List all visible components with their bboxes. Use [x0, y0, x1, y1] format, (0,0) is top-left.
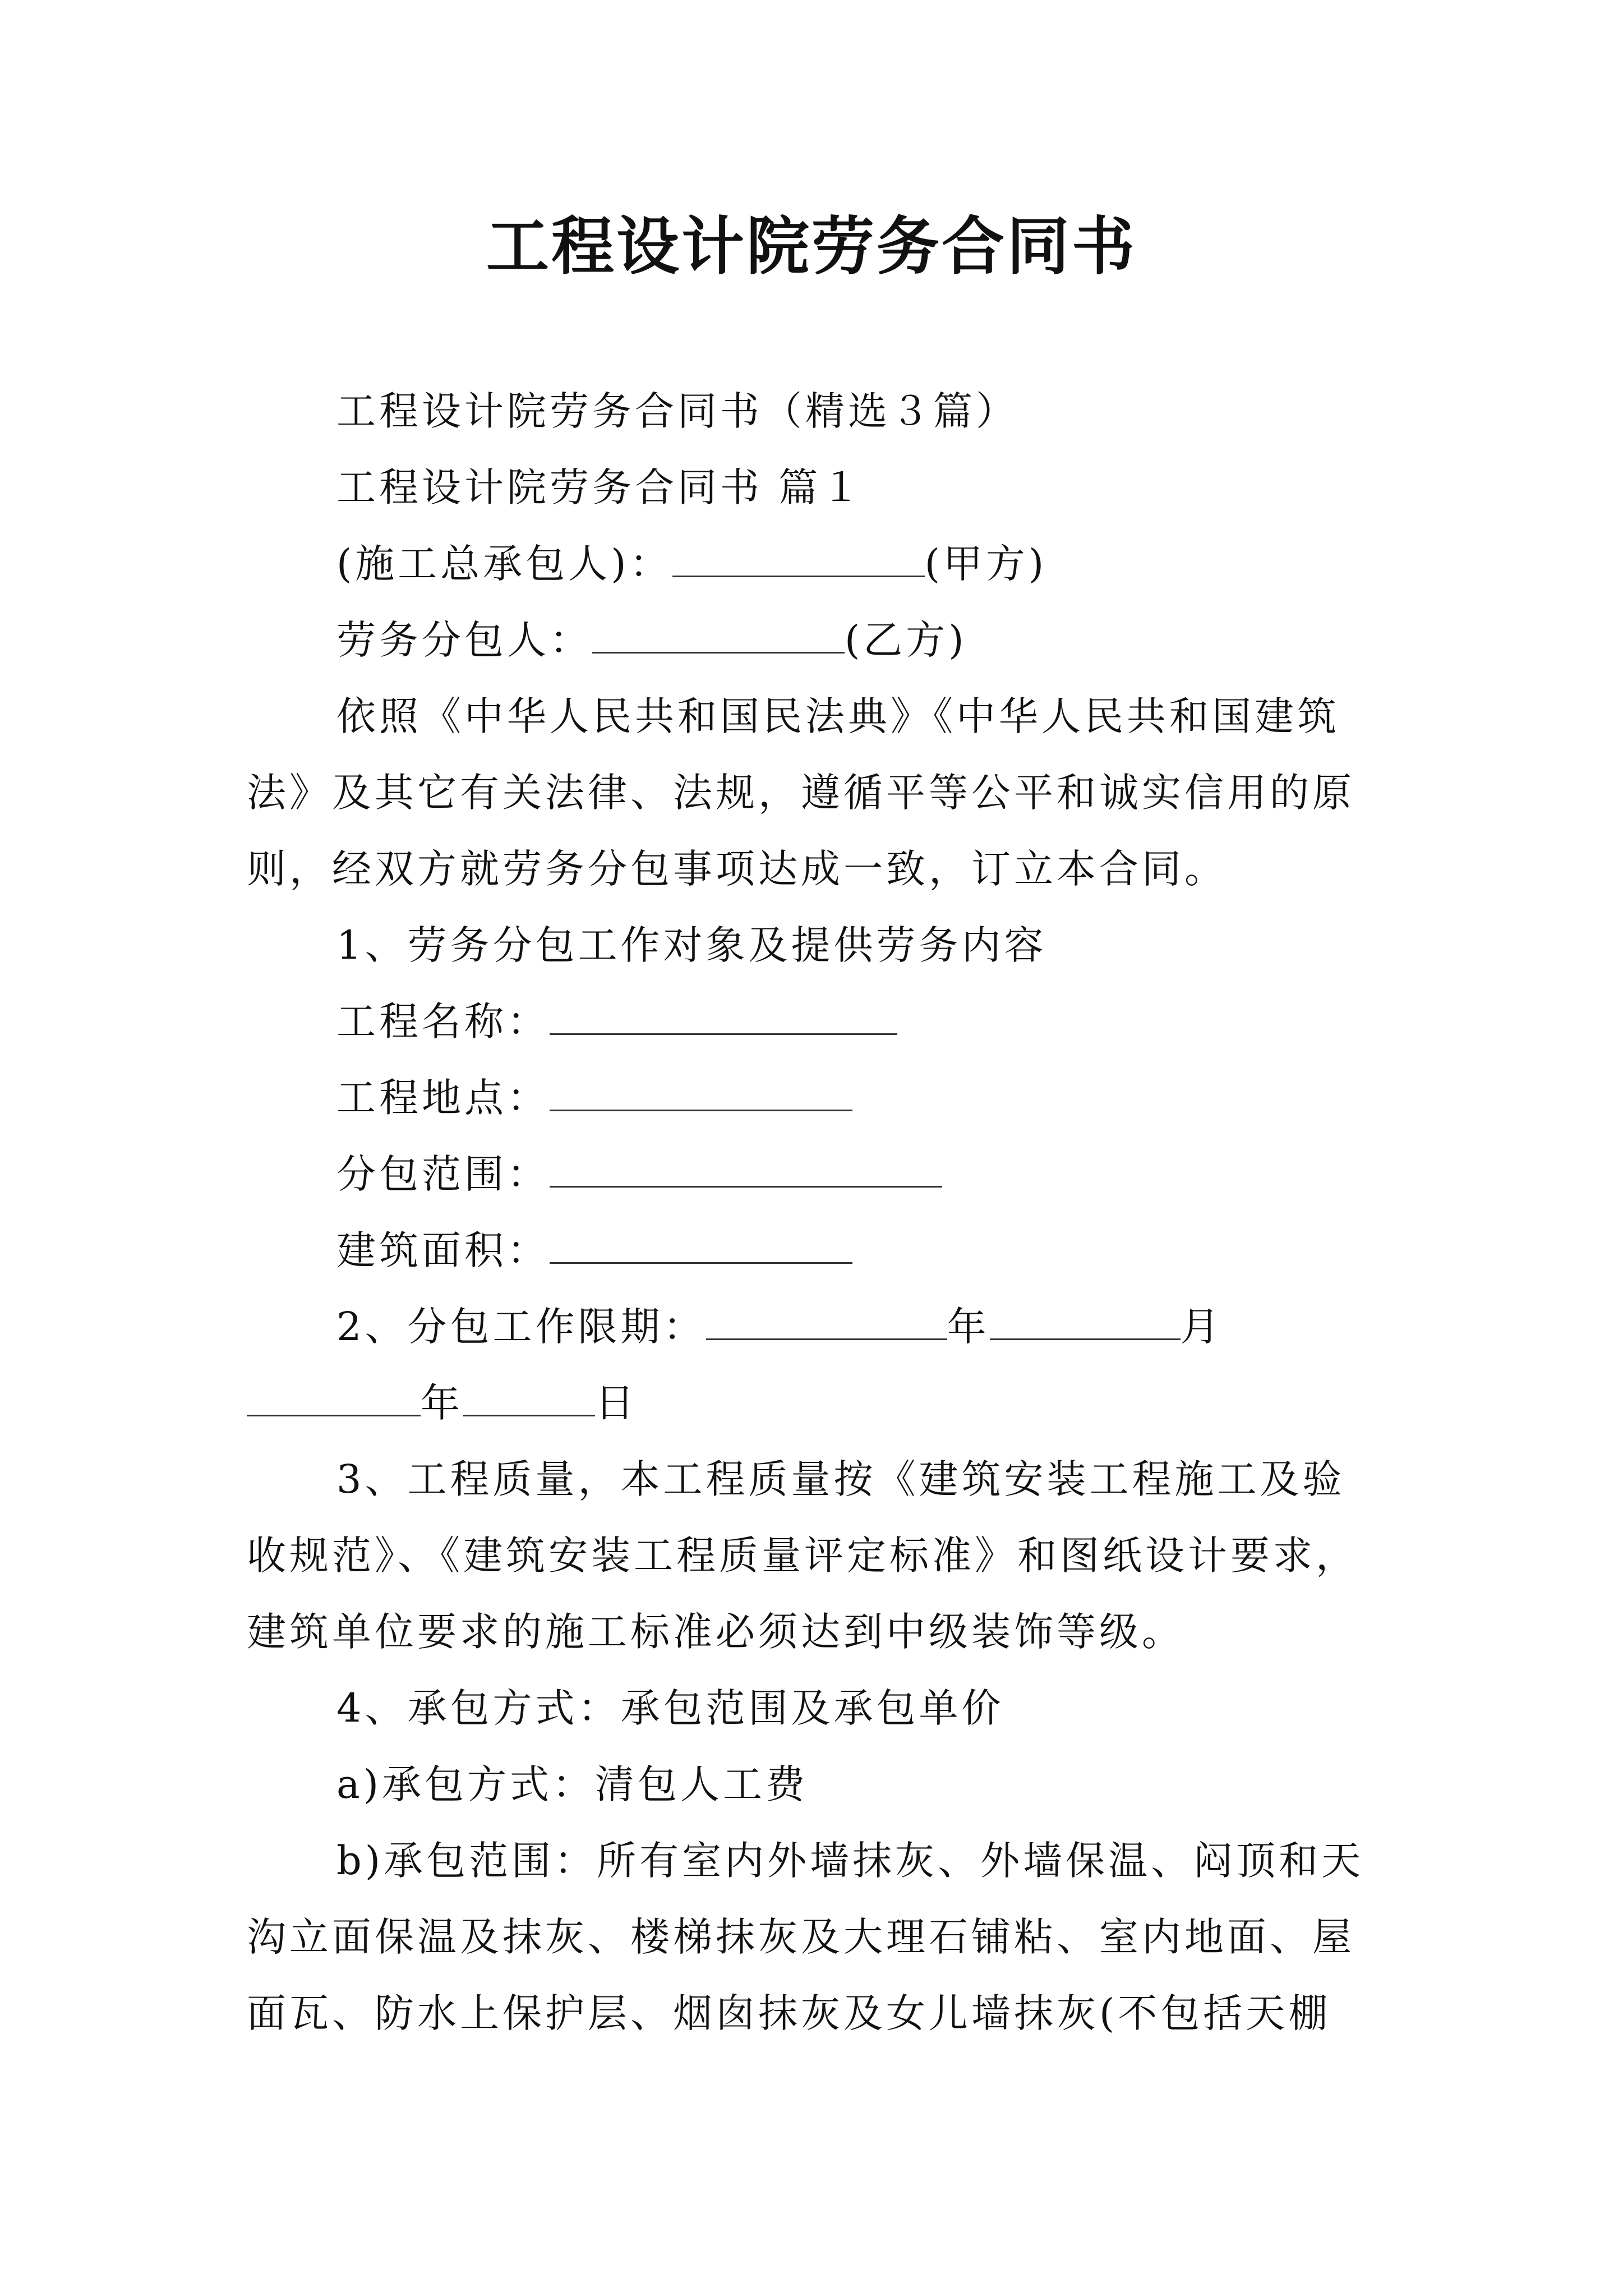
clause-4a: a)承包方式：清包人工费: [336, 1761, 809, 1807]
party-a-label: (施工总承包人)：: [336, 541, 672, 587]
party-b-suffix: (乙方): [845, 617, 967, 663]
building-area-label: 建筑面积：: [336, 1227, 550, 1273]
party-a-suffix: (甲方): [924, 541, 1048, 587]
party-a-blank: [672, 540, 925, 577]
project-location-line: [247, 1060, 1374, 1136]
section-heading: 工程设计院劳务合同书 篇１: [336, 464, 864, 510]
start-month-blank: [990, 1303, 1181, 1340]
party-b-label: 劳务分包人：: [336, 617, 592, 663]
subcontract-scope-blank: [550, 1150, 942, 1188]
project-location-label: 工程地点：: [336, 1075, 550, 1121]
clause-2: [247, 1289, 1374, 1441]
document-body: [247, 373, 1374, 2051]
start-day-blank: [247, 1379, 421, 1416]
project-name-label: 工程名称：: [336, 999, 550, 1045]
intro-paragraph: 依照《中华人民共和国民法典》《中华人民共和国建筑法》及其它有关法律、法规，遵循平等公平和诚实信用的原则，经双方就劳务分包事项达成一致，订立本合同。: [247, 693, 1355, 892]
clause-3: 3、工程质量，本工程质量按《建筑安装工程施工及验收规范》、《建筑安装工程质量评定标准》和图纸设计要求，建筑单位要求的施工标准必须达到中级装饰等级。: [247, 1456, 1358, 1655]
subcontract-scope-label: 分包范围：: [336, 1151, 550, 1197]
document-title: 工程设计院劳务合同书: [486, 210, 1137, 283]
start-month-label: 月: [1180, 1304, 1223, 1350]
end-year-label: 年: [421, 1380, 463, 1426]
project-location-blank: [550, 1074, 852, 1111]
start-year-label: 年: [947, 1304, 990, 1350]
clause-4b: b)承包范围：所有室内外墙抹灰、外墙保温、闷顶和天沟立面保温及抹灰、楼梯抹灰及大理石铺粘、室内地面、屋面瓦、防水上保护层、烟囱抹灰及女儿墙抹灰(不包括天棚: [247, 1838, 1364, 2036]
party-b-blank: [592, 616, 845, 654]
end-date-blank: [463, 1379, 595, 1416]
building-area-line: [247, 1212, 1374, 1289]
party-b-line: [247, 602, 1374, 678]
project-name-blank: [550, 997, 897, 1035]
clause-2-label: 2、分包工作限期：: [336, 1304, 706, 1350]
start-year-blank: [706, 1303, 947, 1340]
project-name-line: [247, 983, 1374, 1060]
party-a-line: [247, 526, 1374, 602]
clause-1: 1、劳务分包工作对象及提供劳务内容: [336, 922, 1047, 968]
subtitle: 工程设计院劳务合同书（精选３篇）: [336, 388, 1018, 434]
clause-4: 4、承包方式：承包范围及承包单价: [336, 1685, 1004, 1731]
building-area-blank: [550, 1226, 852, 1264]
end-day-label: 日: [595, 1380, 638, 1426]
subcontract-scope-line: [247, 1136, 1374, 1212]
